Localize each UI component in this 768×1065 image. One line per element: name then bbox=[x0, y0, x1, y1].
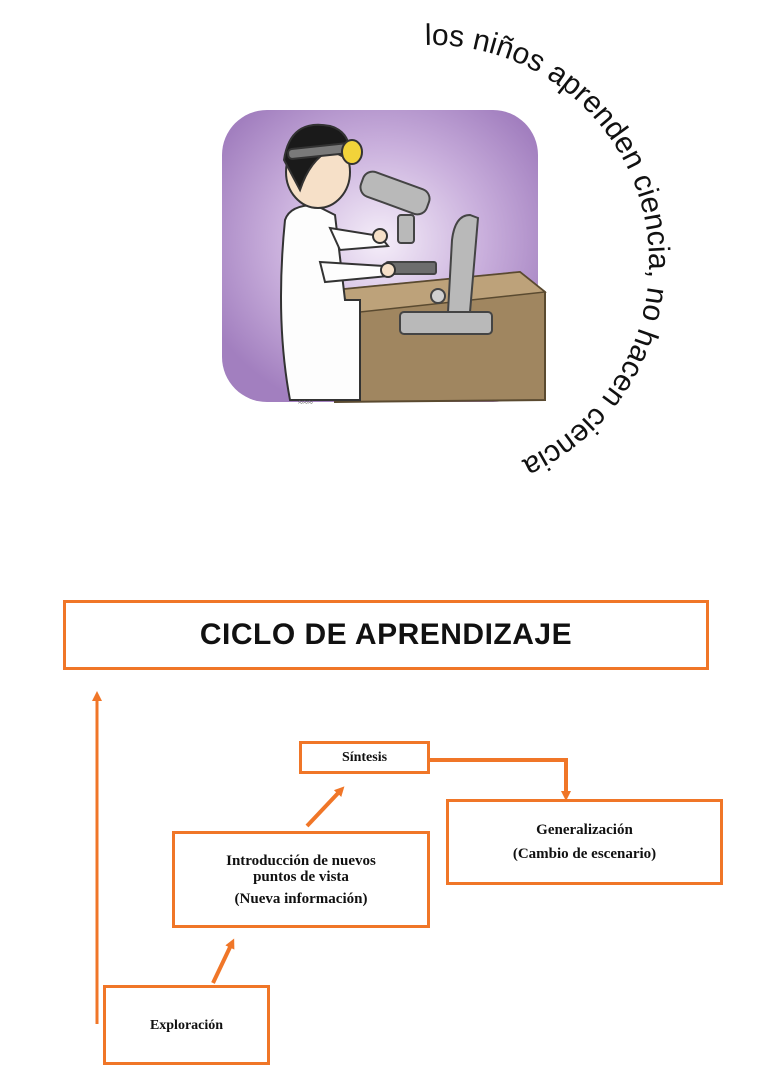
exploracion-label: Exploración bbox=[149, 1018, 224, 1033]
introduccion-label-line2: puntos de vista bbox=[253, 868, 349, 885]
diagram-title-box bbox=[63, 600, 709, 670]
arrow-sintesis-to-generalizacion bbox=[430, 760, 566, 796]
diagram-title: CICLO DE APRENDIZAJE bbox=[199, 618, 573, 651]
generalizacion-sublabel: (Cambio de escenario) bbox=[512, 846, 657, 862]
signature-mark: ≈≈≈ bbox=[298, 397, 313, 407]
curved-caption-text: los niños aprenden ciencia, no hacen ciencia bbox=[424, 18, 676, 485]
introduccion-box bbox=[172, 831, 430, 928]
arrow-introduccion-to-sintesis bbox=[307, 790, 341, 826]
sintesis-label: Síntesis bbox=[341, 749, 388, 765]
exploracion-box bbox=[103, 985, 270, 1065]
sintesis-box bbox=[299, 741, 430, 774]
introduccion-label-line1: Introducción de nuevos bbox=[226, 852, 376, 869]
generalizacion-box bbox=[446, 799, 723, 885]
introduccion-sublabel: (Nueva información) bbox=[234, 890, 368, 907]
arrow-exploracion-to-introduccion bbox=[213, 943, 232, 983]
generalizacion-label: Generalización bbox=[536, 822, 633, 838]
